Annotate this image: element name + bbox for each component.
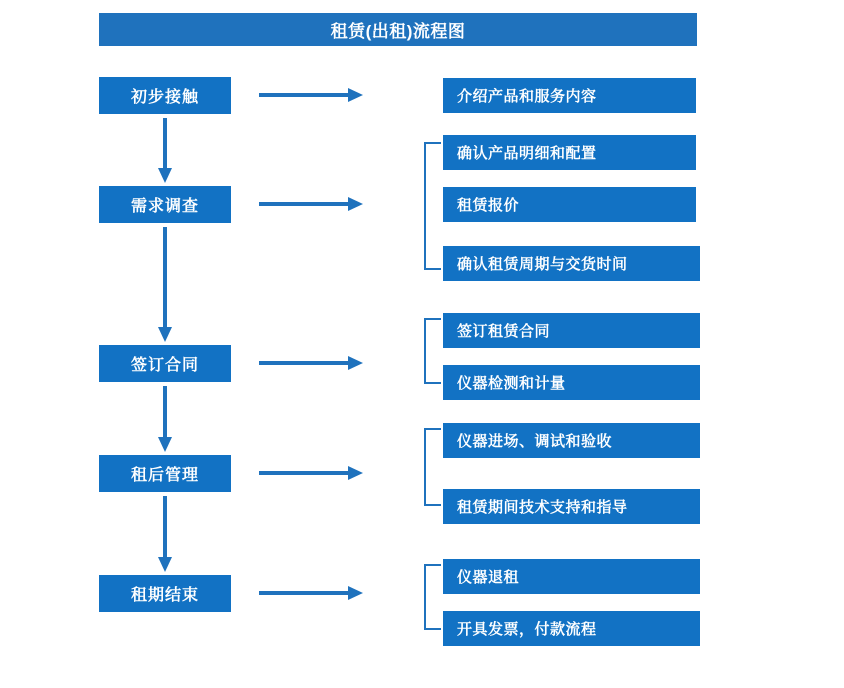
arrow-down-1 [158, 118, 172, 184]
page-title: 租赁(出租)流程图 [99, 13, 697, 46]
arrow-right-1 [259, 88, 364, 102]
group-bracket-2 [416, 142, 442, 270]
stage-box-2[interactable]: 需求调查 [99, 186, 231, 223]
group-bracket-4 [416, 428, 442, 506]
detail-box-5[interactable]: 签订租赁合同 [443, 313, 700, 348]
arrow-down-2 [158, 227, 172, 343]
arrow-right-4 [259, 466, 364, 480]
detail-box-4[interactable]: 确认租赁周期与交货时间 [443, 246, 700, 281]
stage-box-5[interactable]: 租期结束 [99, 575, 231, 612]
arrow-right-2 [259, 197, 364, 211]
arrow-down-4 [158, 496, 172, 573]
detail-box-6[interactable]: 仪器检测和计量 [443, 365, 700, 400]
detail-box-8[interactable]: 租赁期间技术支持和指导 [443, 489, 700, 524]
group-bracket-5 [416, 564, 442, 630]
detail-box-10[interactable]: 开具发票，付款流程 [443, 611, 700, 646]
stage-box-3[interactable]: 签订合同 [99, 345, 231, 382]
detail-box-1[interactable]: 介绍产品和服务内容 [443, 78, 696, 113]
detail-box-9[interactable]: 仪器退租 [443, 559, 700, 594]
detail-box-3[interactable]: 租赁报价 [443, 187, 696, 222]
arrow-right-3 [259, 356, 364, 370]
group-bracket-3 [416, 318, 442, 384]
stage-box-1[interactable]: 初步接触 [99, 77, 231, 114]
arrow-right-5 [259, 586, 364, 600]
detail-box-2[interactable]: 确认产品明细和配置 [443, 135, 696, 170]
arrow-down-3 [158, 386, 172, 453]
detail-box-7[interactable]: 仪器进场、调试和验收 [443, 423, 700, 458]
stage-box-4[interactable]: 租后管理 [99, 455, 231, 492]
